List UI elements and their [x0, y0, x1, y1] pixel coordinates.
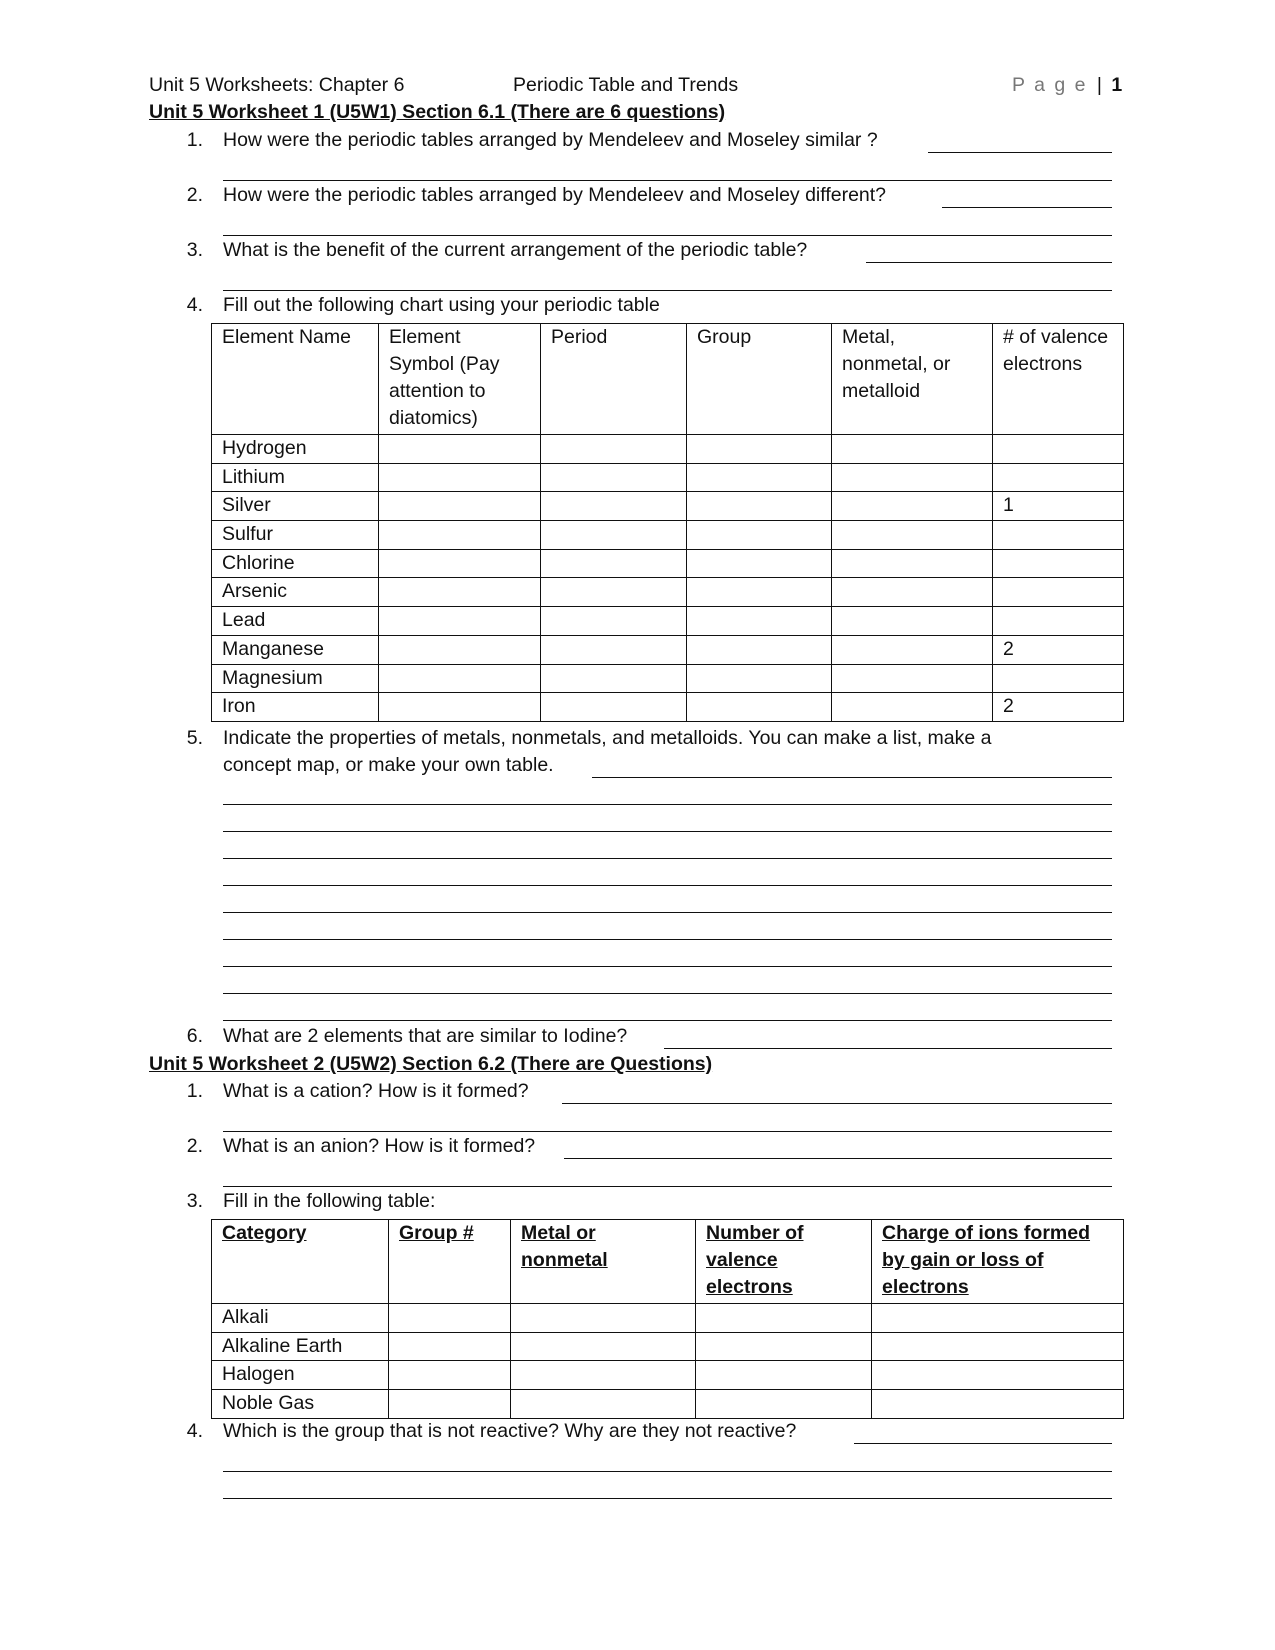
answer-cell[interactable]	[389, 1332, 511, 1361]
answer-cell[interactable]	[993, 549, 1124, 578]
answer-cell[interactable]	[541, 549, 687, 578]
answer-cell[interactable]	[993, 578, 1124, 607]
w2-q4-answer-line[interactable]	[223, 1471, 1112, 1472]
w2-q4-answer-line[interactable]	[223, 1498, 1112, 1499]
table-row	[212, 1361, 1124, 1390]
w1-q6-number: 6.	[186, 1025, 203, 1047]
w1-q5-answer-line[interactable]	[223, 993, 1112, 994]
w1-q5-answer-line[interactable]	[592, 777, 1112, 778]
w1-q5-answer-line[interactable]	[223, 912, 1112, 913]
answer-cell[interactable]	[389, 1304, 511, 1333]
table-row	[212, 635, 1124, 664]
answer-cell[interactable]	[696, 1390, 872, 1419]
answer-cell[interactable]	[379, 578, 541, 607]
answer-cell[interactable]	[993, 521, 1124, 550]
answer-cell[interactable]	[379, 463, 541, 492]
element-name-cell: Chlorine	[212, 549, 379, 578]
w1-q5-answer-line[interactable]	[223, 1020, 1112, 1021]
answer-cell[interactable]	[389, 1361, 511, 1390]
answer-cell[interactable]	[379, 635, 541, 664]
answer-cell[interactable]	[511, 1332, 696, 1361]
answer-cell[interactable]	[832, 693, 993, 722]
header-period: Period	[541, 324, 687, 435]
w1-q5-number: 5.	[186, 727, 203, 749]
w2-q1-answer-line[interactable]	[223, 1131, 1112, 1132]
w1-q6-text: What are 2 elements that are similar to Iodine?	[223, 1025, 628, 1047]
answer-cell[interactable]: 2	[993, 693, 1124, 722]
w2-q1-number: 1.	[186, 1080, 203, 1102]
table-row	[212, 521, 1124, 550]
w2-q4-text: Which is the group that is not reactive? Why are they not reactive?	[223, 1420, 797, 1442]
answer-cell[interactable]	[832, 435, 993, 464]
w1-q2-answer-line[interactable]	[223, 235, 1112, 236]
w2-q1-answer-line[interactable]	[562, 1103, 1112, 1104]
table-row	[212, 435, 1124, 464]
answer-cell[interactable]	[993, 463, 1124, 492]
answer-cell[interactable]	[379, 693, 541, 722]
answer-cell[interactable]	[687, 435, 832, 464]
answer-cell[interactable]	[541, 435, 687, 464]
table-header-row	[212, 324, 1124, 435]
w1-q1-number: 1.	[186, 129, 203, 151]
answer-cell[interactable]	[511, 1361, 696, 1390]
w1-q5-answer-line[interactable]	[223, 831, 1112, 832]
answer-cell[interactable]	[993, 607, 1124, 636]
w1-q5-answer-line[interactable]	[223, 804, 1112, 805]
header-category: Category	[212, 1220, 389, 1304]
w1-q5-text-line2: concept map, or make your own table.	[223, 754, 554, 776]
answer-cell[interactable]	[379, 492, 541, 521]
table-row	[212, 549, 1124, 578]
table-header-row	[212, 1220, 1124, 1304]
header-metal-or-nonmetal: Metal or nonmetal	[511, 1220, 696, 1304]
table-row	[212, 463, 1124, 492]
answer-cell[interactable]	[541, 463, 687, 492]
header-page	[1012, 74, 1122, 97]
answer-cell[interactable]	[541, 664, 687, 693]
table-row	[212, 1304, 1124, 1333]
w1-q5-text-line1: Indicate the properties of metals, nonmetals, and metalloids. You can make a list, make a	[223, 727, 992, 749]
answer-cell[interactable]	[687, 521, 832, 550]
header-group: Group	[687, 324, 832, 435]
w1-q5-answer-line[interactable]	[223, 885, 1112, 886]
element-name-cell: Sulfur	[212, 521, 379, 550]
w1-q1-answer-line[interactable]	[928, 152, 1112, 153]
w2-q2-number: 2.	[186, 1135, 203, 1157]
answer-cell[interactable]	[696, 1332, 872, 1361]
table-row	[212, 1332, 1124, 1361]
w1-q3-number: 3.	[186, 239, 203, 261]
answer-cell[interactable]	[379, 549, 541, 578]
answer-cell[interactable]	[696, 1304, 872, 1333]
w2-q4-answer-line[interactable]	[854, 1443, 1112, 1444]
answer-cell[interactable]	[832, 607, 993, 636]
answer-cell[interactable]	[872, 1361, 1124, 1390]
answer-cell[interactable]	[379, 607, 541, 636]
answer-cell[interactable]	[389, 1390, 511, 1419]
table-row	[212, 693, 1124, 722]
answer-cell[interactable]	[541, 521, 687, 550]
answer-cell[interactable]: 2	[993, 635, 1124, 664]
answer-cell[interactable]	[872, 1332, 1124, 1361]
table-row	[212, 492, 1124, 521]
answer-cell[interactable]: 1	[993, 492, 1124, 521]
table-row	[212, 1390, 1124, 1419]
w2-q1-text: What is a cation? How is it formed?	[223, 1080, 529, 1102]
answer-cell[interactable]	[832, 492, 993, 521]
table-row	[212, 664, 1124, 693]
table-row	[212, 578, 1124, 607]
worksheet1-title: Unit 5 Worksheet 1 (U5W1) Section 6.1 (There are 6 questions)	[149, 101, 726, 123]
answer-cell[interactable]	[687, 607, 832, 636]
w2-q4-number: 4.	[186, 1420, 203, 1442]
element-name-cell: Manganese	[212, 635, 379, 664]
w1-q5-answer-line[interactable]	[223, 939, 1112, 940]
header-ion-charge: Charge of ions formed by gain or loss of electrons	[872, 1220, 1124, 1304]
header-element-name: Element Name	[212, 324, 379, 435]
w1-q4-text: Fill out the following chart using your periodic table	[223, 294, 660, 316]
w1-q6-answer-line[interactable]	[664, 1048, 1112, 1049]
answer-cell[interactable]	[832, 578, 993, 607]
element-name-cell: Lead	[212, 607, 379, 636]
answer-cell[interactable]	[511, 1390, 696, 1419]
w2-q3-number: 3.	[186, 1190, 203, 1212]
table-row	[212, 607, 1124, 636]
category-name-cell: Halogen	[212, 1361, 389, 1390]
w1-q2-text: How were the periodic tables arranged by Mendeleev and Moseley different?	[223, 184, 887, 206]
answer-cell[interactable]	[687, 693, 832, 722]
answer-cell[interactable]	[541, 607, 687, 636]
worksheet2-title: Unit 5 Worksheet 2 (U5W2) Section 6.2 (There are Questions)	[149, 1053, 713, 1075]
w1-q2-number: 2.	[186, 184, 203, 206]
w1-q1-answer-line[interactable]	[223, 180, 1112, 181]
answer-cell[interactable]	[696, 1361, 872, 1390]
header-metal-type: Metal, nonmetal, or metalloid	[832, 324, 993, 435]
answer-cell[interactable]	[379, 435, 541, 464]
answer-cell[interactable]	[993, 435, 1124, 464]
answer-cell[interactable]	[832, 549, 993, 578]
w1-q4-number: 4.	[186, 294, 203, 316]
category-name-cell: Alkaline Earth	[212, 1332, 389, 1361]
element-chart-table	[211, 323, 1124, 722]
header-element-symbol: Element Symbol (Pay attention to diatomics)	[379, 324, 541, 435]
answer-cell[interactable]	[379, 521, 541, 550]
answer-cell[interactable]	[872, 1390, 1124, 1419]
w1-q5-answer-line[interactable]	[223, 858, 1112, 859]
answer-cell[interactable]	[541, 635, 687, 664]
answer-cell[interactable]	[832, 664, 993, 693]
w1-q3-answer-line[interactable]	[223, 290, 1112, 291]
answer-cell[interactable]	[687, 463, 832, 492]
w2-q3-text: Fill in the following table:	[223, 1190, 436, 1212]
header-valence-electrons: # of valence electrons	[993, 324, 1124, 435]
w1-q2-answer-line[interactable]	[942, 207, 1112, 208]
answer-cell[interactable]	[379, 664, 541, 693]
answer-cell[interactable]	[541, 492, 687, 521]
answer-cell[interactable]	[832, 521, 993, 550]
w1-q1-text: How were the periodic tables arranged by Mendeleev and Moseley similar ?	[223, 129, 878, 151]
page-word: P a g e	[1012, 74, 1088, 96]
answer-cell[interactable]	[832, 463, 993, 492]
group-properties-table	[211, 1219, 1124, 1419]
w1-q3-text: What is the benefit of the current arrangement of the periodic table?	[223, 239, 808, 261]
answer-cell[interactable]	[687, 635, 832, 664]
element-name-cell: Iron	[212, 693, 379, 722]
answer-cell[interactable]	[832, 635, 993, 664]
element-name-cell: Lithium	[212, 463, 379, 492]
answer-cell[interactable]	[687, 664, 832, 693]
header-left: Unit 5 Worksheets: Chapter 6	[149, 74, 405, 96]
category-name-cell: Noble Gas	[212, 1390, 389, 1419]
answer-cell[interactable]	[993, 664, 1124, 693]
element-name-cell: Arsenic	[212, 578, 379, 607]
w2-q2-answer-line[interactable]	[564, 1158, 1112, 1159]
answer-cell[interactable]	[541, 578, 687, 607]
w1-q5-answer-line[interactable]	[223, 966, 1112, 967]
w2-q2-text: What is an anion? How is it formed?	[223, 1135, 536, 1157]
answer-cell[interactable]	[872, 1304, 1124, 1333]
w2-q2-answer-line[interactable]	[223, 1186, 1112, 1187]
w1-q3-answer-line[interactable]	[866, 262, 1112, 263]
element-name-cell: Magnesium	[212, 664, 379, 693]
answer-cell[interactable]	[541, 693, 687, 722]
answer-cell[interactable]	[687, 549, 832, 578]
page-divider: |	[1096, 74, 1102, 96]
answer-cell[interactable]	[687, 492, 832, 521]
page-number: 1	[1111, 74, 1123, 96]
header-group-number: Group #	[389, 1220, 511, 1304]
answer-cell[interactable]	[687, 578, 832, 607]
header-valence-electrons: Number of valence electrons	[696, 1220, 872, 1304]
element-name-cell: Silver	[212, 492, 379, 521]
header-center: Periodic Table and Trends	[513, 74, 739, 96]
category-name-cell: Alkali	[212, 1304, 389, 1333]
answer-cell[interactable]	[511, 1304, 696, 1333]
element-name-cell: Hydrogen	[212, 435, 379, 464]
